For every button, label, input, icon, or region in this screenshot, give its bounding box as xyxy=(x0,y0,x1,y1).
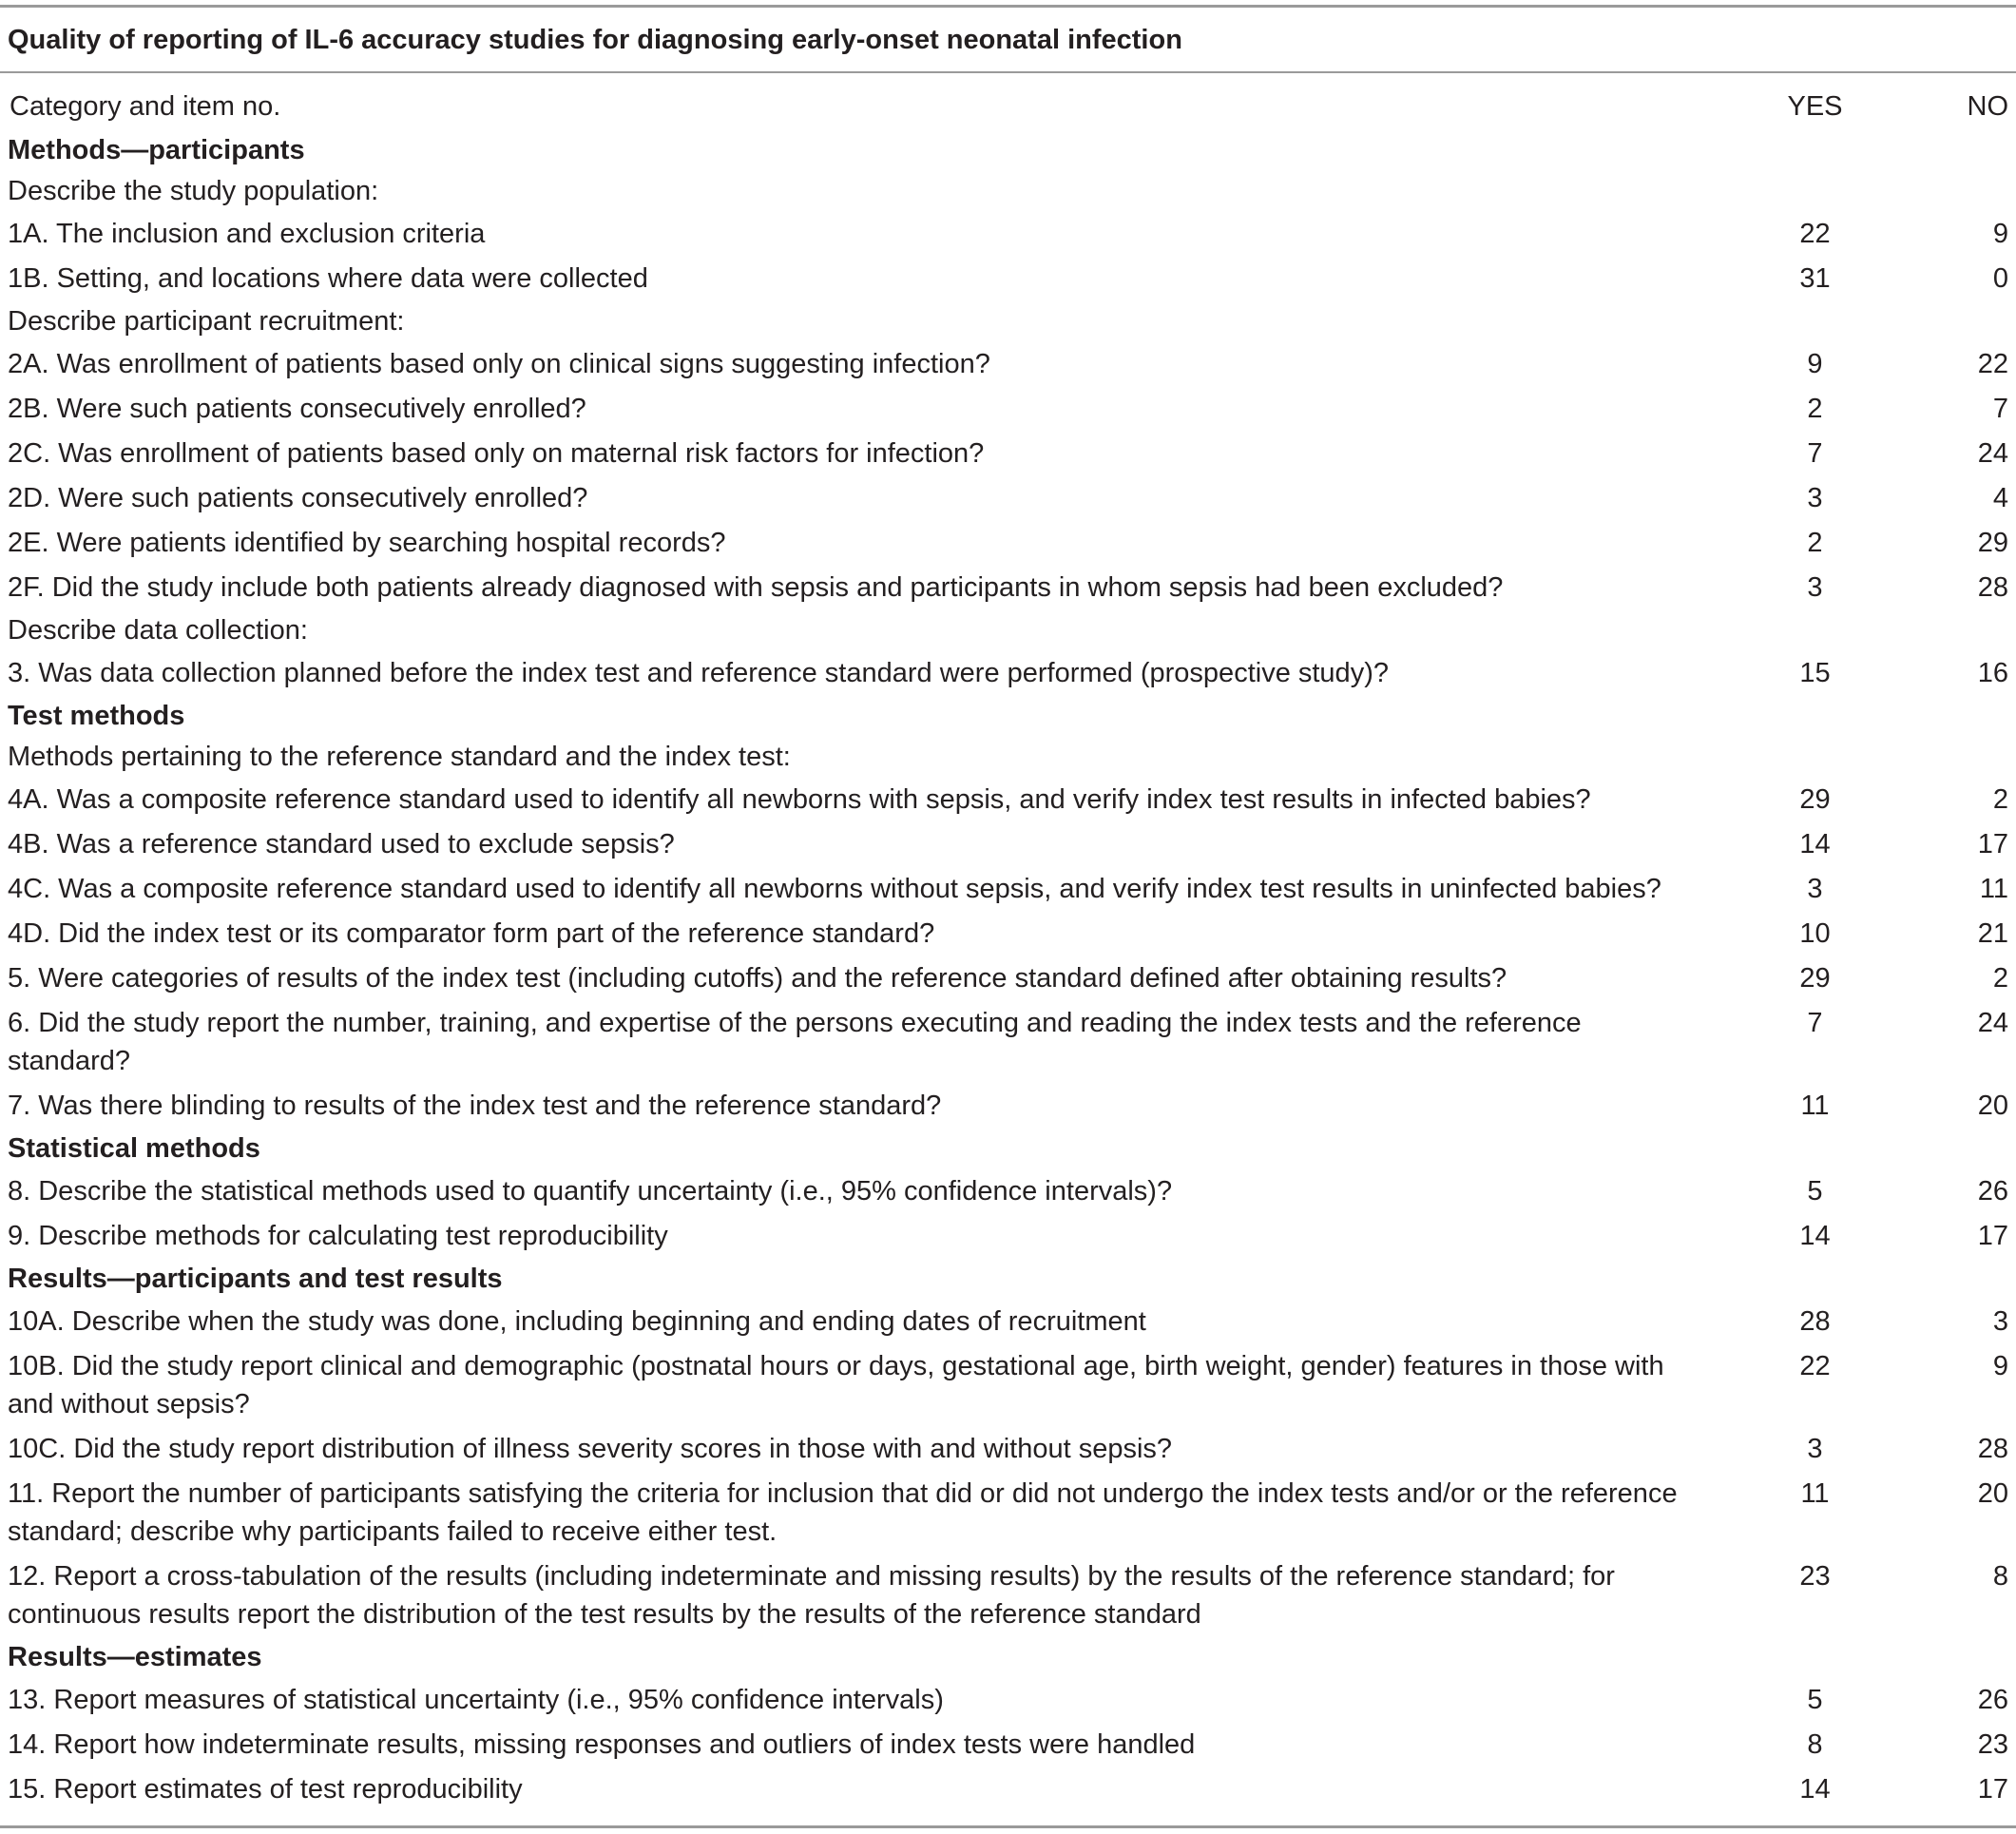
yes-count: 14 xyxy=(1799,1774,1831,1805)
table-row xyxy=(0,1554,2016,1636)
yes-count: 23 xyxy=(1799,1561,1831,1592)
yes-count: 15 xyxy=(1799,658,1831,688)
section-heading-row xyxy=(0,1636,2016,1677)
table-row xyxy=(0,1766,2016,1811)
no-count: 2 xyxy=(1992,963,2008,994)
no-count xyxy=(1919,736,2016,777)
yes-count xyxy=(1711,129,1919,170)
item-text: 10C. Did the study report distribution of illness severity scores in those with and without sepsis? xyxy=(8,1434,1173,1464)
item-text: 8. Describe the statistical methods used to quantify uncertainty (i.e., 95% confidence intervals)? xyxy=(8,1176,1173,1207)
table-row xyxy=(0,956,2016,1000)
yes-count xyxy=(1711,170,1919,211)
top-rule xyxy=(0,5,2016,8)
item-text: 1A. The inclusion and exclusion criteria xyxy=(8,219,486,249)
item-text: 2B. Were such patients consecutively enrolled? xyxy=(8,394,586,424)
table-row xyxy=(0,1471,2016,1554)
header-row xyxy=(0,84,2016,129)
subheading-row xyxy=(0,300,2016,341)
subheading-row xyxy=(0,736,2016,777)
section-heading-row xyxy=(0,1258,2016,1299)
table-row xyxy=(0,341,2016,386)
table-row xyxy=(0,866,2016,911)
no-count: 21 xyxy=(1977,918,2008,949)
no-count: 20 xyxy=(1977,1478,2008,1509)
no-count xyxy=(1919,129,2016,170)
item-text: 2E. Were patients identified by searching hospital records? xyxy=(8,528,726,558)
subheading-text: Describe participant recruitment: xyxy=(8,306,405,337)
yes-count xyxy=(1711,1258,1919,1299)
no-count: 2 xyxy=(1992,784,2008,815)
table-row xyxy=(0,777,2016,821)
yes-count xyxy=(1711,695,1919,736)
no-count: 26 xyxy=(1977,1176,2008,1207)
yes-count: 5 xyxy=(1807,1685,1823,1715)
no-count: 20 xyxy=(1977,1091,2008,1121)
yes-count: 11 xyxy=(1800,1091,1830,1121)
item-text: 14. Report how indeterminate results, missing responses and outliers of index tests were handled xyxy=(8,1729,1196,1760)
section-heading-row xyxy=(0,695,2016,736)
no-count: 0 xyxy=(1992,263,2008,294)
no-count xyxy=(1919,170,2016,211)
item-text: 9. Describe methods for calculating test reproducibility xyxy=(8,1221,668,1251)
item-text: 2C. Was enrollment of patients based only on maternal risk factors for infection? xyxy=(8,438,985,469)
yes-count: 2 xyxy=(1807,528,1823,558)
header-yes: YES xyxy=(1787,91,1843,122)
yes-count xyxy=(1711,609,1919,650)
yes-count xyxy=(1711,736,1919,777)
table-row xyxy=(0,386,2016,431)
table-row xyxy=(0,520,2016,565)
no-count: 24 xyxy=(1977,438,2008,469)
no-count: 28 xyxy=(1977,572,2008,603)
yes-count: 2 xyxy=(1807,394,1823,424)
section-title: Statistical methods xyxy=(8,1133,260,1164)
yes-count: 22 xyxy=(1799,219,1831,249)
yes-count: 11 xyxy=(1800,1478,1830,1509)
item-text: 6. Did the study report the number, training, and expertise of the persons executing and reading the index tests and the reference standard? xyxy=(8,1008,1582,1076)
no-count xyxy=(1919,1636,2016,1677)
item-text: 15. Report estimates of test reproducibility xyxy=(8,1774,523,1805)
yes-count: 3 xyxy=(1807,483,1823,513)
item-text: 10B. Did the study report clinical and demographic (postnatal hours or days, gestational age, birth weight, gender) features in those with and without sepsis? xyxy=(8,1351,1664,1419)
table-row xyxy=(0,475,2016,520)
no-count: 9 xyxy=(1992,1351,2008,1381)
subheading-text: Describe the study population: xyxy=(8,176,379,206)
quality-table xyxy=(0,84,2016,1811)
no-count: 28 xyxy=(1977,1434,2008,1464)
item-text: 10A. Describe when the study was done, including beginning and ending dates of recruitment xyxy=(8,1306,1146,1337)
section-heading-row xyxy=(0,129,2016,170)
section-heading-row xyxy=(0,1128,2016,1168)
section-title: Results—estimates xyxy=(8,1642,262,1672)
item-text: 13. Report measures of statistical uncertainty (i.e., 95% confidence intervals) xyxy=(8,1685,944,1715)
table-body xyxy=(0,129,2016,1811)
table-row xyxy=(0,1168,2016,1213)
item-text: 11. Report the number of participants satisfying the criteria for inclusion that did or did not undergo the index tests and/or or the reference standard; describe why participants failed to receive either test. xyxy=(8,1478,1678,1547)
item-text: 3. Was data collection planned before the index test and reference standard were performed (prospective study)? xyxy=(8,658,1389,688)
item-text: 4A. Was a composite reference standard used to identify all newborns with sepsis, and verify index test results in infected babies? xyxy=(8,784,1591,815)
table-row xyxy=(0,1299,2016,1343)
table-row xyxy=(0,1722,2016,1766)
item-text: 5. Were categories of results of the index test (including cutoffs) and the reference standard defined after obtaining results? xyxy=(8,963,1507,994)
no-count: 17 xyxy=(1977,829,2008,859)
no-count xyxy=(1919,300,2016,341)
yes-count: 10 xyxy=(1799,918,1831,949)
no-count: 26 xyxy=(1977,1685,2008,1715)
header-no: NO xyxy=(1967,91,2008,122)
yes-count: 3 xyxy=(1807,572,1823,603)
no-count xyxy=(1919,695,2016,736)
yes-count: 9 xyxy=(1807,349,1823,379)
table-row xyxy=(0,1000,2016,1083)
table-row xyxy=(0,431,2016,475)
table-row xyxy=(0,565,2016,609)
yes-count xyxy=(1711,300,1919,341)
yes-count: 3 xyxy=(1807,874,1823,904)
no-count xyxy=(1919,1258,2016,1299)
yes-count: 3 xyxy=(1807,1434,1823,1464)
no-count: 7 xyxy=(1992,394,2008,424)
item-text: 2F. Did the study include both patients already diagnosed with sepsis and participants in whom sepsis had been excluded? xyxy=(8,572,1504,603)
yes-count: 8 xyxy=(1807,1729,1823,1760)
yes-count xyxy=(1711,1128,1919,1168)
item-text: 2D. Were such patients consecutively enrolled? xyxy=(8,483,588,513)
section-title: Results—participants and test results xyxy=(8,1264,503,1294)
subheading-text: Methods pertaining to the reference standard and the index test: xyxy=(8,742,791,772)
no-count: 17 xyxy=(1977,1774,2008,1805)
title-rule xyxy=(0,71,2016,73)
bottom-rule xyxy=(0,1825,2016,1828)
table-row xyxy=(0,821,2016,866)
no-count: 9 xyxy=(1992,219,2008,249)
yes-count: 29 xyxy=(1799,963,1831,994)
table-row xyxy=(0,1213,2016,1258)
table-title: Quality of reporting of IL-6 accuracy studies for diagnosing early-onset neonatal infection xyxy=(8,25,1182,55)
table-row xyxy=(0,1677,2016,1722)
item-text: 4C. Was a composite reference standard used to identify all newborns without sepsis, and verify index test results in uninfected babies? xyxy=(8,874,1661,904)
no-count: 24 xyxy=(1977,1008,2008,1038)
table-row xyxy=(0,1083,2016,1128)
table-row xyxy=(0,1426,2016,1471)
item-text: 4B. Was a reference standard used to exclude sepsis? xyxy=(8,829,675,859)
no-count: 4 xyxy=(1992,483,2008,513)
header-item: Category and item no. xyxy=(10,91,281,122)
yes-count: 31 xyxy=(1799,263,1831,294)
item-text: 7. Was there blinding to results of the index test and the reference standard? xyxy=(8,1091,942,1121)
no-count: 23 xyxy=(1977,1729,2008,1760)
no-count xyxy=(1919,609,2016,650)
table-row xyxy=(0,650,2016,695)
yes-count: 29 xyxy=(1799,784,1831,815)
yes-count: 14 xyxy=(1799,1221,1831,1251)
no-count xyxy=(1919,1128,2016,1168)
yes-count: 22 xyxy=(1799,1351,1831,1381)
section-title: Methods—participants xyxy=(8,135,305,165)
yes-count xyxy=(1711,1636,1919,1677)
subheading-row xyxy=(0,609,2016,650)
table-row xyxy=(0,911,2016,956)
yes-count: 14 xyxy=(1799,829,1831,859)
no-count: 3 xyxy=(1992,1306,2008,1337)
table-row xyxy=(0,1343,2016,1426)
table-row xyxy=(0,211,2016,256)
yes-count: 28 xyxy=(1799,1306,1831,1337)
subheading-row xyxy=(0,170,2016,211)
no-count: 17 xyxy=(1977,1221,2008,1251)
section-title: Test methods xyxy=(8,701,185,731)
no-count: 16 xyxy=(1977,658,2008,688)
item-text: 12. Report a cross-tabulation of the results (including indeterminate and missing results) by the results of the reference standard; for continuous results report the distribution of the test results by the results of the reference standard xyxy=(8,1561,1615,1630)
no-count: 11 xyxy=(1979,874,2008,904)
subheading-text: Describe data collection: xyxy=(8,615,308,646)
table-row xyxy=(0,256,2016,300)
no-count: 8 xyxy=(1992,1561,2008,1592)
item-text: 2A. Was enrollment of patients based only on clinical signs suggesting infection? xyxy=(8,349,990,379)
item-text: 1B. Setting, and locations where data were collected xyxy=(8,263,648,294)
no-count: 22 xyxy=(1977,349,2008,379)
yes-count: 7 xyxy=(1807,438,1823,469)
item-text: 4D. Did the index test or its comparator form part of the reference standard? xyxy=(8,918,935,949)
yes-count: 7 xyxy=(1807,1008,1823,1038)
no-count: 29 xyxy=(1977,528,2008,558)
yes-count: 5 xyxy=(1807,1176,1823,1207)
